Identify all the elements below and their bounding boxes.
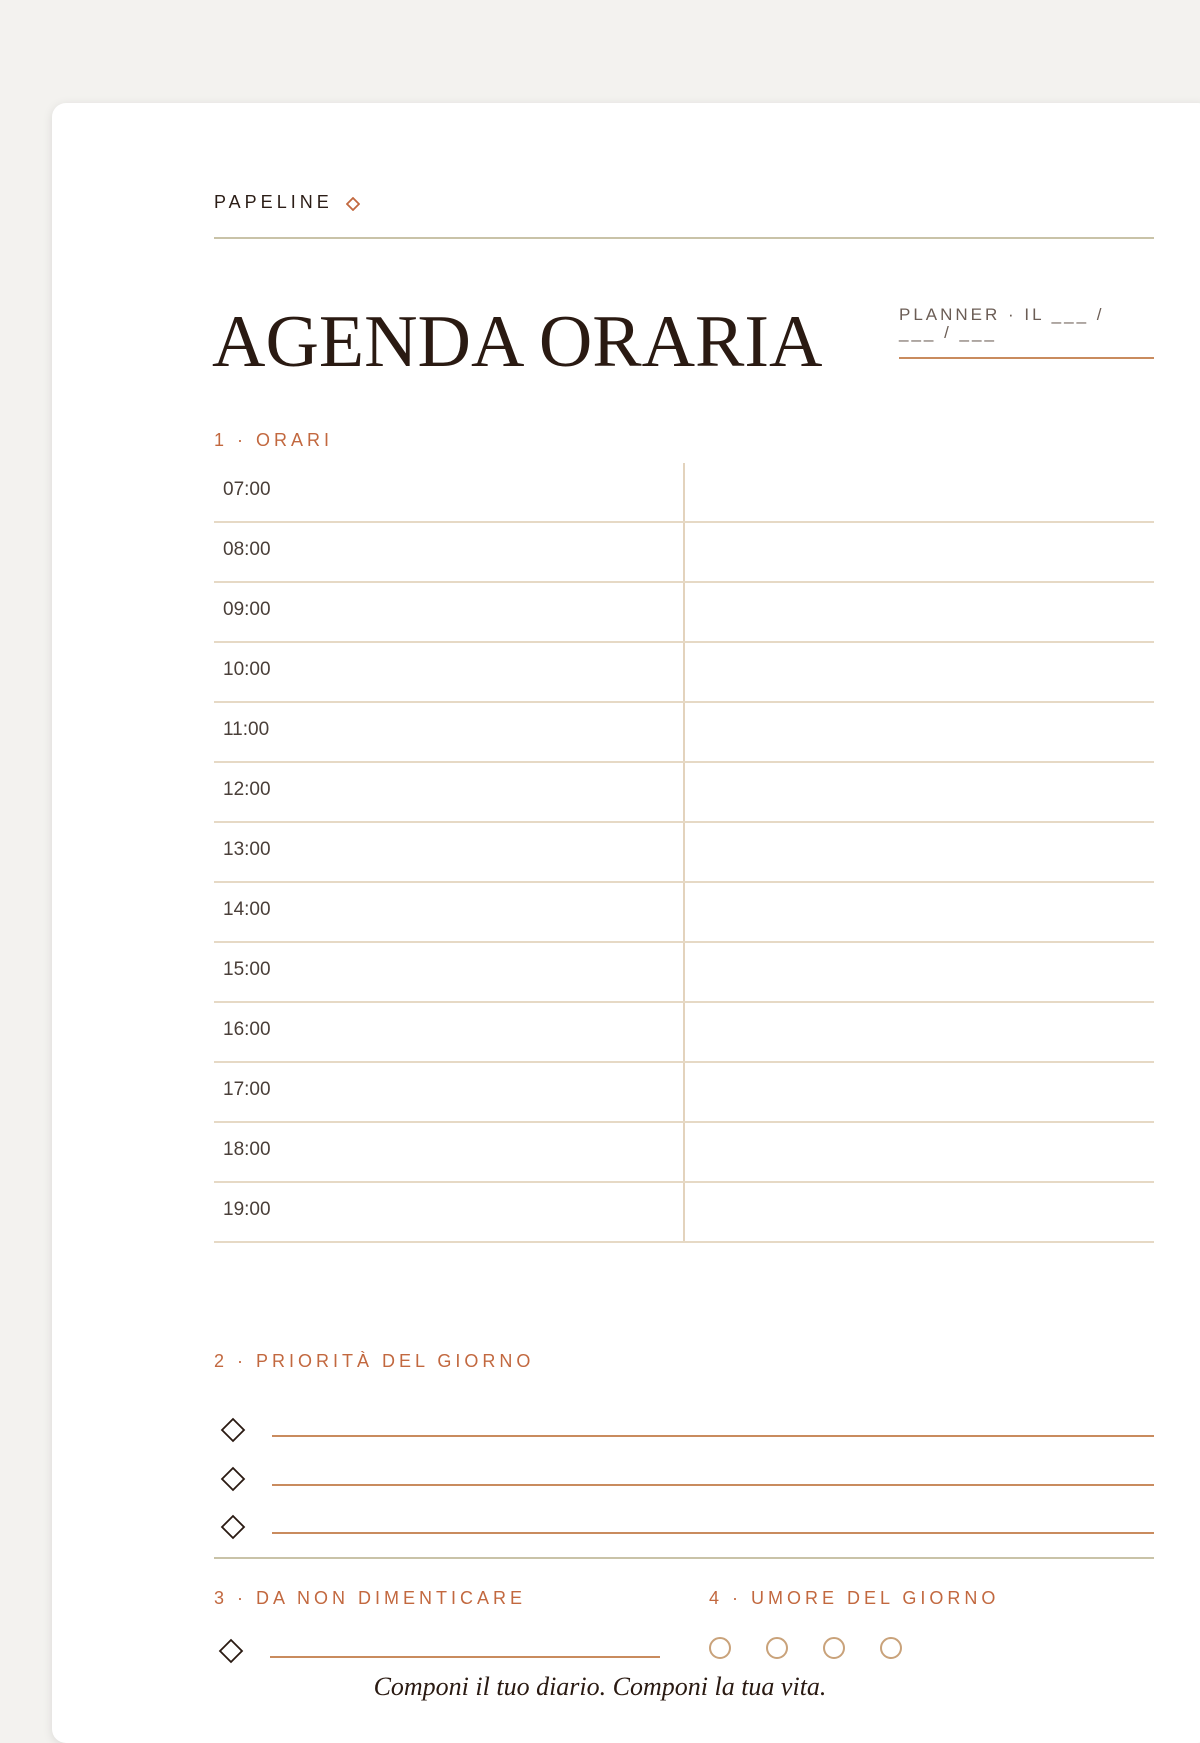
brand-name: PAPELINE	[214, 192, 333, 212]
hour-label: 15:00	[223, 959, 271, 980]
hour-row[interactable]	[214, 1183, 1154, 1243]
hour-row[interactable]	[214, 583, 1154, 643]
priority-item[interactable]	[220, 1417, 1154, 1447]
hour-row[interactable]	[214, 883, 1154, 943]
hour-row[interactable]	[214, 1123, 1154, 1183]
diamond-checkbox-icon[interactable]	[220, 1466, 246, 1492]
section-remember-title: 3 · DA NON DIMENTICARE	[214, 1588, 527, 1608]
mood-circle[interactable]	[709, 1637, 731, 1659]
hour-row[interactable]	[214, 823, 1154, 883]
hour-label: 10:00	[223, 659, 271, 680]
hour-label: 14:00	[223, 899, 271, 920]
remember-write-line[interactable]	[270, 1656, 660, 1658]
section-hours-title: 1 · ORARI	[214, 430, 334, 450]
planner-date-line-1: PLANNER · IL ___ /	[899, 305, 1105, 324]
hours-grid	[214, 463, 1154, 1243]
mood-circle[interactable]	[766, 1637, 788, 1659]
hour-row[interactable]	[214, 763, 1154, 823]
hour-row[interactable]	[214, 463, 1154, 523]
hour-label: 13:00	[223, 839, 271, 860]
hour-row[interactable]	[214, 1063, 1154, 1123]
header-divider	[214, 237, 1154, 239]
priority-write-line[interactable]	[272, 1532, 1154, 1534]
hour-label: 17:00	[223, 1079, 271, 1100]
diamond-checkbox-icon[interactable]	[220, 1514, 246, 1540]
planner-date-field[interactable]	[899, 306, 1139, 342]
planner-date-line-2: ___ / ___	[899, 323, 997, 342]
priority-write-line[interactable]	[272, 1484, 1154, 1486]
diamond-icon	[346, 197, 360, 211]
priority-write-line[interactable]	[272, 1435, 1154, 1437]
hour-label: 11:00	[223, 719, 270, 740]
hour-label: 09:00	[223, 599, 271, 620]
hour-row[interactable]	[214, 1003, 1154, 1063]
hour-row[interactable]	[214, 523, 1154, 583]
hour-label: 16:00	[223, 1019, 271, 1040]
hour-row[interactable]	[214, 943, 1154, 1003]
section-priorities-title: 2 · PRIORITÀ DEL GIORNO	[214, 1351, 535, 1371]
page-title: AGENDA ORARIA	[212, 301, 823, 383]
priority-item[interactable]	[220, 1514, 1154, 1544]
hour-row[interactable]	[214, 643, 1154, 703]
section-divider	[214, 1557, 1154, 1559]
hour-label: 19:00	[223, 1199, 271, 1220]
remember-item[interactable]	[218, 1638, 660, 1668]
section-mood-title: 4 · UMORE DEL GIORNO	[709, 1588, 1000, 1608]
footer-motto: Componi il tuo diario. Componi la tua vita.	[373, 1672, 827, 1701]
diamond-checkbox-icon[interactable]	[218, 1638, 244, 1664]
hour-label: 12:00	[223, 779, 271, 800]
mood-circle[interactable]	[823, 1637, 845, 1659]
priority-item[interactable]	[220, 1466, 1154, 1496]
hour-label: 18:00	[223, 1139, 271, 1160]
hour-row[interactable]	[214, 703, 1154, 763]
hour-label: 08:00	[223, 539, 271, 560]
planner-date-underline	[899, 357, 1154, 359]
hour-label: 07:00	[223, 479, 271, 500]
diamond-checkbox-icon[interactable]	[220, 1417, 246, 1443]
mood-circle[interactable]	[880, 1637, 902, 1659]
